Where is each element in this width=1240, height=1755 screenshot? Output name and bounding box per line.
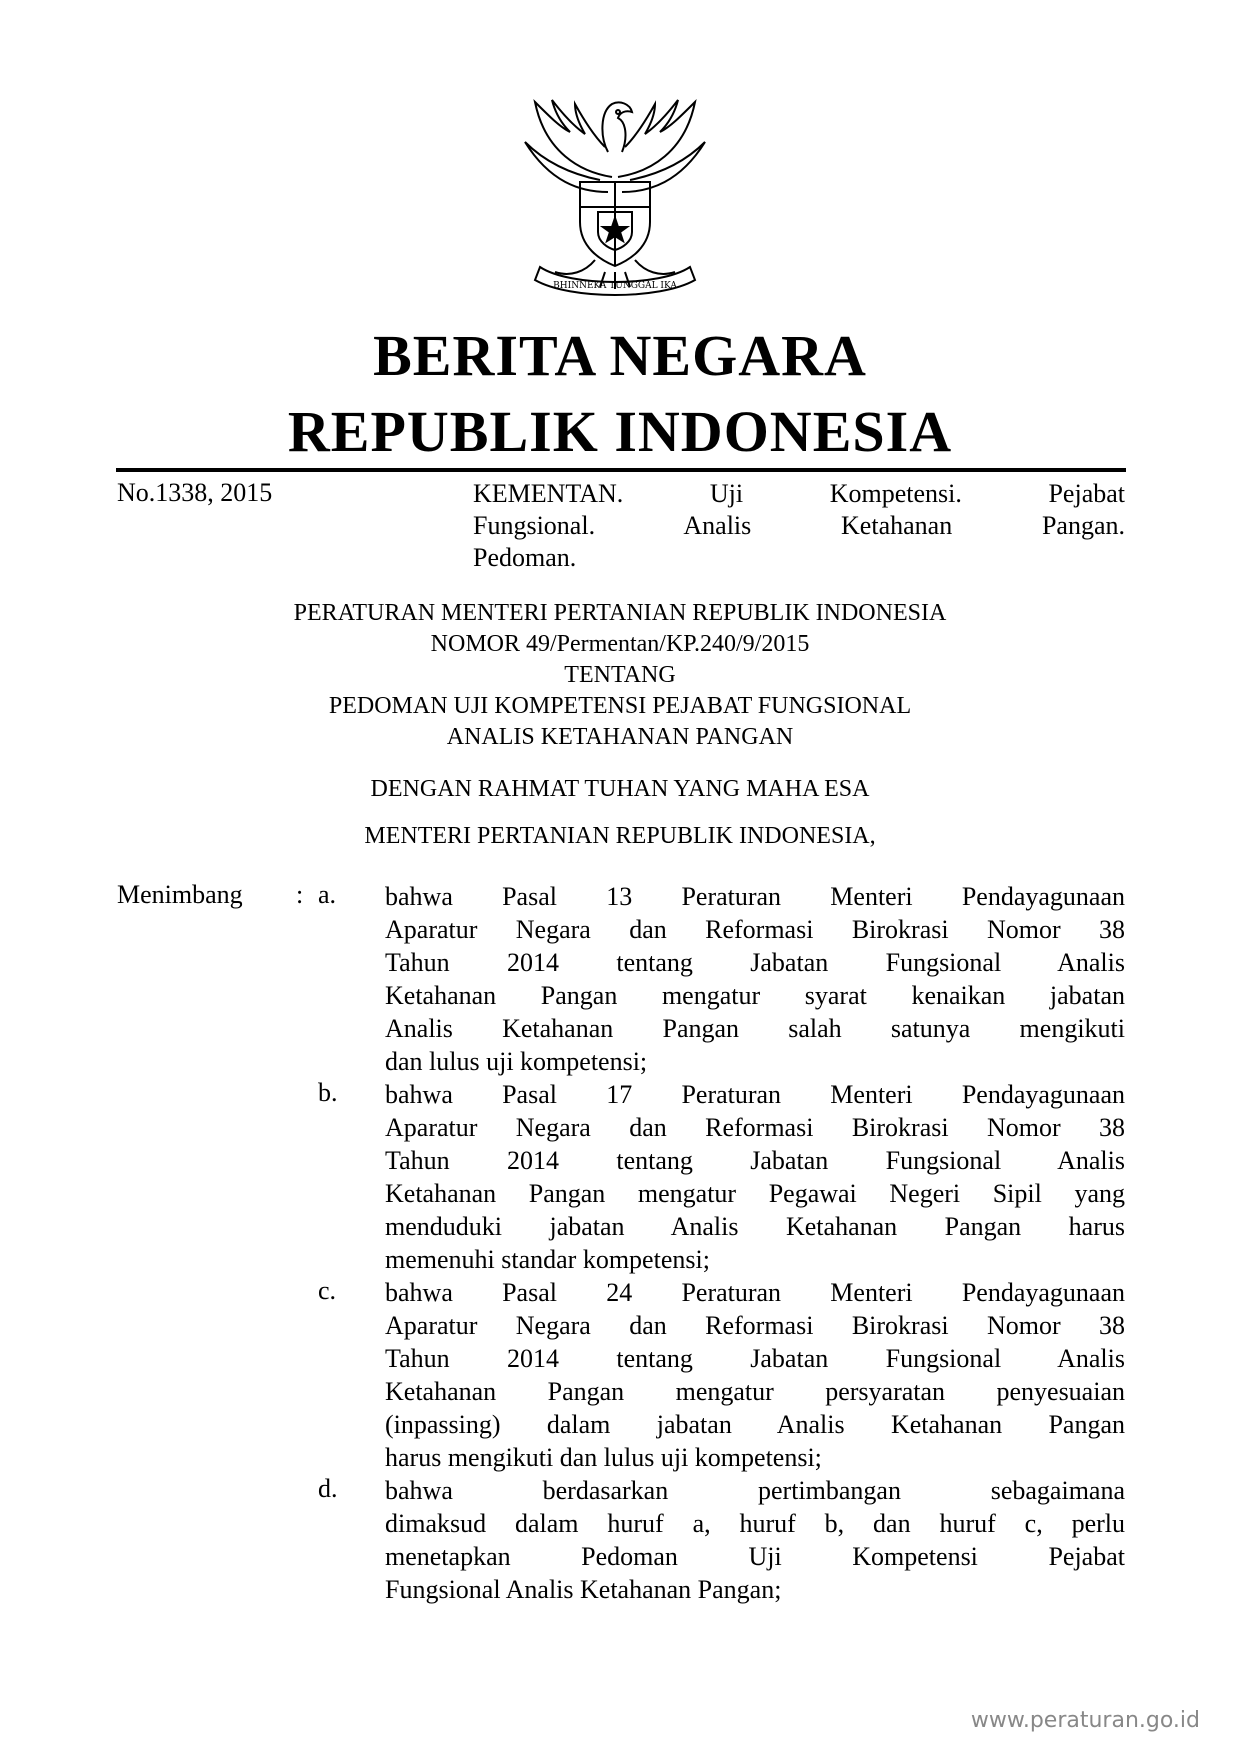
masthead-line-2: REPUBLIK INDONESIA (287, 399, 953, 464)
item-line: Tahun 2014 tentang Jabatan Fungsional Analis (385, 948, 1125, 977)
item-line: harus mengikuti dan lulus uji kompetensi; (385, 1443, 822, 1472)
item-letter-a: a. (318, 880, 337, 909)
masthead-divider (116, 468, 1126, 472)
item-line: menetapkan Pedoman Uji Kompetensi Pejabat (385, 1542, 1125, 1571)
item-letter-c: c. (318, 1276, 337, 1305)
subject-line: Fungsional. Analis Ketahanan Pangan. (473, 511, 1125, 540)
item-line: (inpassing) dalam jabatan Analis Ketahanan Pangan (385, 1410, 1125, 1439)
menimbang-item-d (385, 1474, 1125, 1606)
item-letter-d: d. (318, 1474, 338, 1503)
item-line: bahwa berdasarkan pertimbangan sebagaimana (385, 1476, 1125, 1505)
regulation-tentang: TENTANG (564, 662, 676, 688)
menimbang-label: Menimbang (117, 880, 243, 909)
subject-line: KEMENTAN. Uji Kompetensi. Pejabat (473, 479, 1125, 508)
footer-url[interactable]: www.peraturan.go.id (970, 1708, 1200, 1733)
regulation-title-line-1: PERATURAN MENTERI PERTANIAN REPUBLIK INDONESIA (293, 600, 947, 626)
regulation-subject-line-2: ANALIS KETAHANAN PANGAN (446, 724, 794, 750)
motto-ribbon-text: BHINNEKA TUNGGAL IKA (553, 281, 677, 291)
subject-line: Pedoman. (473, 543, 577, 572)
garuda-pancasila-emblem-icon (500, 82, 730, 302)
item-line: bahwa Pasal 17 Peraturan Menteri Pendayagunaan (385, 1080, 1125, 1109)
item-line: Aparatur Negara dan Reformasi Birokrasi Nomor 38 (385, 1311, 1125, 1340)
item-line: Fungsional Analis Ketahanan Pangan; (385, 1575, 782, 1604)
item-line: dan lulus uji kompetensi; (385, 1047, 648, 1076)
item-line: Ketahanan Pangan mengatur Pegawai Negeri Sipil yang (385, 1179, 1125, 1208)
menimbang-item-a (385, 880, 1125, 1078)
invocation: DENGAN RAHMAT TUHAN YANG MAHA ESA (370, 776, 870, 802)
item-line: menduduki jabatan Analis Ketahanan Pangan harus (385, 1212, 1125, 1241)
menimbang-item-b (385, 1078, 1125, 1276)
item-line: Aparatur Negara dan Reformasi Birokrasi Nomor 38 (385, 1113, 1125, 1142)
regulation-number: NOMOR 49/Permentan/KP.240/9/2015 (430, 631, 810, 657)
item-line: Ketahanan Pangan mengatur persyaratan penyesuaian (385, 1377, 1125, 1406)
issue-subject (473, 478, 1125, 574)
item-line: Aparatur Negara dan Reformasi Birokrasi Nomor 38 (385, 915, 1125, 944)
menimbang-item-c (385, 1276, 1125, 1474)
masthead-line-1: BERITA NEGARA (373, 323, 867, 388)
item-line: Tahun 2014 tentang Jabatan Fungsional Analis (385, 1344, 1125, 1373)
regulation-subject-line-1: PEDOMAN UJI KOMPETENSI PEJABAT FUNGSIONAL (328, 693, 912, 719)
item-line: Analis Ketahanan Pangan salah satunya mengikuti (385, 1014, 1125, 1043)
item-line: dimaksud dalam huruf a, huruf b, dan huruf c, perlu (385, 1509, 1125, 1538)
item-line: Ketahanan Pangan mengatur syarat kenaikan jabatan (385, 981, 1125, 1010)
item-letter-b: b. (318, 1078, 338, 1107)
item-line: bahwa Pasal 24 Peraturan Menteri Pendayagunaan (385, 1278, 1125, 1307)
menimbang-colon: : (296, 880, 304, 909)
issue-number: No.1338, 2015 (117, 478, 273, 507)
item-line: Tahun 2014 tentang Jabatan Fungsional Analis (385, 1146, 1125, 1175)
item-line: memenuhi standar kompetensi; (385, 1245, 710, 1274)
issuer: MENTERI PERTANIAN REPUBLIK INDONESIA, (364, 823, 876, 849)
item-line: bahwa Pasal 13 Peraturan Menteri Pendayagunaan (385, 882, 1125, 911)
